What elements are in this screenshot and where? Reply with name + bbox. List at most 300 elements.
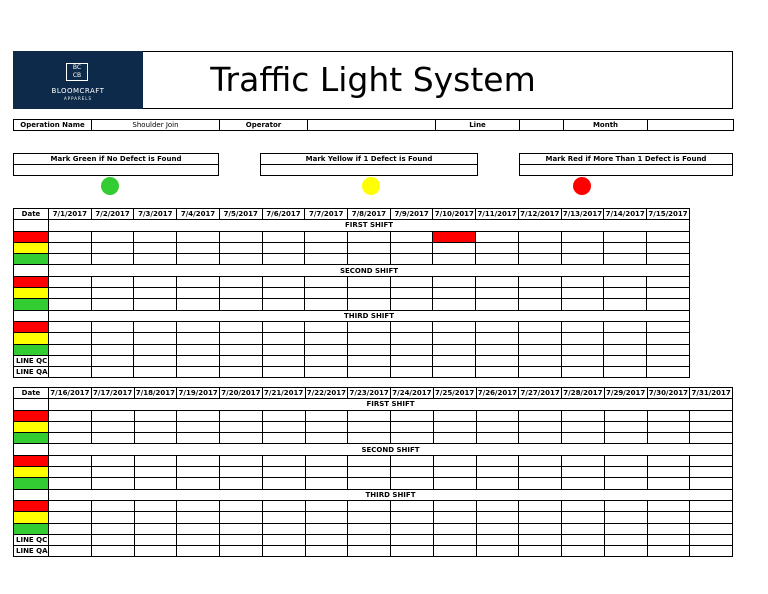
status-cell[interactable] <box>305 242 348 253</box>
sign-off-cell[interactable] <box>49 355 92 366</box>
sign-off-cell[interactable] <box>519 546 562 557</box>
sign-off-cell[interactable] <box>220 534 263 545</box>
status-cell[interactable] <box>476 455 519 466</box>
status-cell[interactable] <box>433 478 476 489</box>
status-cell[interactable] <box>220 455 263 466</box>
status-cell[interactable] <box>348 433 391 444</box>
status-cell[interactable] <box>647 523 690 534</box>
status-cell[interactable] <box>518 242 561 253</box>
status-cell[interactable] <box>91 467 134 478</box>
status-cell[interactable] <box>647 344 690 355</box>
sign-off-cell[interactable] <box>49 534 92 545</box>
status-cell[interactable] <box>390 299 433 310</box>
sign-off-cell[interactable] <box>519 534 562 545</box>
status-cell[interactable] <box>518 344 561 355</box>
status-cell[interactable] <box>562 433 605 444</box>
status-cell[interactable] <box>518 231 561 242</box>
status-cell[interactable] <box>561 299 604 310</box>
status-cell[interactable] <box>562 478 605 489</box>
status-cell[interactable] <box>262 288 305 299</box>
status-cell[interactable] <box>134 321 177 332</box>
status-cell[interactable] <box>433 410 476 421</box>
sign-off-cell[interactable] <box>177 534 220 545</box>
status-cell[interactable] <box>219 242 262 253</box>
status-cell[interactable] <box>518 288 561 299</box>
status-cell[interactable] <box>647 433 690 444</box>
status-cell[interactable] <box>177 500 220 511</box>
status-cell[interactable] <box>177 333 220 344</box>
status-cell[interactable] <box>604 523 647 534</box>
status-cell[interactable] <box>433 512 476 523</box>
sign-off-cell[interactable] <box>390 355 433 366</box>
status-cell[interactable] <box>91 344 134 355</box>
status-cell[interactable] <box>433 288 476 299</box>
status-cell[interactable] <box>604 433 647 444</box>
status-cell[interactable] <box>220 500 263 511</box>
status-cell[interactable] <box>305 231 348 242</box>
sign-off-cell[interactable] <box>262 367 305 378</box>
status-cell[interactable] <box>177 467 220 478</box>
status-cell[interactable] <box>177 321 220 332</box>
status-cell[interactable] <box>219 276 262 287</box>
status-cell[interactable] <box>391 523 434 534</box>
status-cell[interactable] <box>519 410 562 421</box>
sign-off-cell[interactable] <box>177 355 220 366</box>
status-cell[interactable] <box>561 288 604 299</box>
status-cell[interactable] <box>604 500 647 511</box>
status-cell[interactable] <box>49 344 92 355</box>
status-cell[interactable] <box>305 455 348 466</box>
status-cell[interactable] <box>49 455 92 466</box>
status-cell[interactable] <box>647 478 690 489</box>
status-cell[interactable] <box>262 333 305 344</box>
status-cell[interactable] <box>604 254 647 265</box>
sign-off-cell[interactable] <box>518 355 561 366</box>
status-cell[interactable] <box>518 321 561 332</box>
status-cell[interactable] <box>604 242 647 253</box>
status-cell[interactable] <box>647 512 690 523</box>
status-cell[interactable] <box>562 512 605 523</box>
sign-off-cell[interactable] <box>134 367 177 378</box>
status-cell[interactable] <box>91 299 134 310</box>
status-cell[interactable] <box>134 421 177 432</box>
sign-off-cell[interactable] <box>476 355 519 366</box>
status-cell[interactable] <box>262 321 305 332</box>
status-cell[interactable] <box>134 242 177 253</box>
status-cell[interactable] <box>390 254 433 265</box>
status-cell[interactable] <box>91 321 134 332</box>
status-cell[interactable] <box>519 523 562 534</box>
status-cell[interactable] <box>433 344 476 355</box>
sign-off-cell[interactable] <box>177 546 220 557</box>
sign-off-cell[interactable] <box>348 367 391 378</box>
status-cell[interactable] <box>220 410 263 421</box>
status-cell[interactable] <box>647 410 690 421</box>
status-cell[interactable] <box>49 500 92 511</box>
sign-off-cell[interactable] <box>49 546 92 557</box>
status-cell[interactable] <box>91 512 134 523</box>
status-cell[interactable] <box>390 276 433 287</box>
status-cell[interactable] <box>476 478 519 489</box>
status-cell[interactable] <box>134 500 177 511</box>
status-cell[interactable] <box>690 455 733 466</box>
sign-off-cell[interactable] <box>49 367 92 378</box>
status-cell[interactable] <box>305 321 348 332</box>
status-cell[interactable] <box>177 344 220 355</box>
sign-off-cell[interactable] <box>262 546 305 557</box>
status-cell[interactable] <box>604 467 647 478</box>
status-cell[interactable] <box>647 421 690 432</box>
status-cell[interactable] <box>604 299 647 310</box>
status-cell[interactable] <box>390 321 433 332</box>
status-cell[interactable] <box>348 512 391 523</box>
sign-off-cell[interactable] <box>690 534 733 545</box>
status-cell[interactable] <box>433 500 476 511</box>
status-cell[interactable] <box>604 478 647 489</box>
status-cell[interactable] <box>91 276 134 287</box>
status-cell[interactable] <box>604 344 647 355</box>
sign-off-cell[interactable] <box>91 355 134 366</box>
status-cell[interactable] <box>390 288 433 299</box>
status-cell[interactable] <box>49 523 92 534</box>
status-cell[interactable] <box>348 242 391 253</box>
status-cell[interactable] <box>177 455 220 466</box>
status-cell[interactable] <box>561 333 604 344</box>
sign-off-cell[interactable] <box>604 367 647 378</box>
status-cell[interactable] <box>134 523 177 534</box>
status-cell[interactable] <box>391 500 434 511</box>
status-cell[interactable] <box>219 344 262 355</box>
sign-off-cell[interactable] <box>647 534 690 545</box>
status-cell[interactable] <box>219 299 262 310</box>
status-cell[interactable] <box>49 333 92 344</box>
status-cell[interactable] <box>690 433 733 444</box>
status-cell[interactable] <box>476 288 519 299</box>
status-cell[interactable] <box>519 467 562 478</box>
status-cell[interactable] <box>305 276 348 287</box>
status-cell[interactable] <box>262 242 305 253</box>
status-cell[interactable] <box>305 500 348 511</box>
status-cell[interactable] <box>49 288 92 299</box>
status-cell[interactable] <box>134 299 177 310</box>
status-cell[interactable] <box>647 231 690 242</box>
status-cell[interactable] <box>561 231 604 242</box>
sign-off-cell[interactable] <box>305 355 348 366</box>
status-cell[interactable] <box>220 523 263 534</box>
sign-off-cell[interactable] <box>305 534 348 545</box>
status-cell[interactable] <box>433 276 476 287</box>
status-cell[interactable] <box>390 333 433 344</box>
sign-off-cell[interactable] <box>262 534 305 545</box>
status-cell[interactable] <box>348 333 391 344</box>
status-cell[interactable] <box>562 410 605 421</box>
sign-off-cell[interactable] <box>348 355 391 366</box>
sign-off-cell[interactable] <box>177 367 220 378</box>
status-cell[interactable] <box>476 523 519 534</box>
sign-off-cell[interactable] <box>476 534 519 545</box>
month-field[interactable] <box>648 120 734 131</box>
status-cell[interactable] <box>647 467 690 478</box>
status-cell[interactable] <box>134 410 177 421</box>
status-cell[interactable] <box>177 523 220 534</box>
status-cell[interactable] <box>49 421 92 432</box>
status-cell[interactable] <box>390 344 433 355</box>
status-cell[interactable] <box>519 433 562 444</box>
status-cell[interactable] <box>91 410 134 421</box>
status-cell[interactable] <box>348 231 391 242</box>
status-cell[interactable] <box>262 512 305 523</box>
line-field[interactable] <box>520 120 564 131</box>
status-cell[interactable] <box>518 254 561 265</box>
status-cell[interactable] <box>49 478 92 489</box>
sign-off-cell[interactable] <box>604 355 647 366</box>
status-cell[interactable] <box>91 478 134 489</box>
status-cell[interactable] <box>177 231 220 242</box>
status-cell[interactable] <box>262 421 305 432</box>
status-cell[interactable] <box>348 421 391 432</box>
sign-off-cell[interactable] <box>91 546 134 557</box>
status-cell[interactable] <box>134 276 177 287</box>
status-cell[interactable] <box>562 467 605 478</box>
status-cell[interactable] <box>49 276 92 287</box>
status-cell[interactable] <box>305 512 348 523</box>
status-cell[interactable] <box>518 333 561 344</box>
status-cell[interactable] <box>561 242 604 253</box>
status-cell[interactable] <box>476 299 519 310</box>
sign-off-cell[interactable] <box>219 355 262 366</box>
status-cell[interactable] <box>91 421 134 432</box>
status-cell[interactable] <box>262 410 305 421</box>
sign-off-cell[interactable] <box>433 355 476 366</box>
sign-off-cell[interactable] <box>348 546 391 557</box>
status-cell[interactable] <box>262 299 305 310</box>
status-cell[interactable] <box>49 254 92 265</box>
status-cell[interactable] <box>262 254 305 265</box>
status-cell[interactable] <box>262 276 305 287</box>
status-cell[interactable] <box>262 500 305 511</box>
status-cell[interactable] <box>647 276 690 287</box>
status-cell[interactable] <box>604 333 647 344</box>
sign-off-cell[interactable] <box>476 546 519 557</box>
status-cell[interactable] <box>91 254 134 265</box>
status-cell[interactable] <box>219 333 262 344</box>
status-cell[interactable] <box>604 321 647 332</box>
status-cell[interactable] <box>49 512 92 523</box>
status-cell[interactable] <box>647 242 690 253</box>
status-cell[interactable] <box>262 467 305 478</box>
sign-off-cell[interactable] <box>391 546 434 557</box>
status-cell[interactable] <box>91 500 134 511</box>
status-cell[interactable] <box>134 512 177 523</box>
status-cell[interactable] <box>647 288 690 299</box>
status-cell[interactable] <box>305 433 348 444</box>
status-cell[interactable] <box>476 410 519 421</box>
sign-off-cell[interactable] <box>690 546 733 557</box>
status-cell[interactable] <box>91 455 134 466</box>
status-cell[interactable] <box>305 523 348 534</box>
operation-name-field[interactable]: Shoulder Join <box>92 120 220 131</box>
sign-off-cell[interactable] <box>604 546 647 557</box>
status-cell[interactable] <box>647 299 690 310</box>
status-cell[interactable] <box>518 276 561 287</box>
status-cell[interactable] <box>49 467 92 478</box>
status-cell[interactable] <box>561 254 604 265</box>
status-cell[interactable] <box>476 344 519 355</box>
status-cell[interactable] <box>348 344 391 355</box>
status-cell[interactable] <box>305 467 348 478</box>
sign-off-cell[interactable] <box>561 355 604 366</box>
status-cell[interactable] <box>690 523 733 534</box>
status-cell[interactable] <box>262 455 305 466</box>
status-cell[interactable] <box>348 410 391 421</box>
status-cell[interactable] <box>348 254 391 265</box>
status-cell[interactable] <box>177 433 220 444</box>
status-cell[interactable] <box>305 254 348 265</box>
status-cell[interactable] <box>220 467 263 478</box>
status-cell[interactable] <box>348 478 391 489</box>
sign-off-cell[interactable] <box>220 546 263 557</box>
status-cell[interactable] <box>262 231 305 242</box>
status-cell[interactable] <box>91 288 134 299</box>
status-cell[interactable] <box>690 410 733 421</box>
status-cell[interactable] <box>433 321 476 332</box>
status-cell[interactable] <box>562 455 605 466</box>
status-cell[interactable] <box>348 455 391 466</box>
status-cell[interactable] <box>391 421 434 432</box>
status-cell[interactable] <box>134 254 177 265</box>
sign-off-cell[interactable] <box>518 367 561 378</box>
status-cell[interactable] <box>690 467 733 478</box>
status-cell[interactable] <box>348 500 391 511</box>
status-cell[interactable] <box>305 421 348 432</box>
status-cell[interactable] <box>433 467 476 478</box>
status-cell[interactable] <box>134 467 177 478</box>
status-cell[interactable] <box>391 433 434 444</box>
status-cell[interactable] <box>219 231 262 242</box>
status-cell[interactable] <box>177 276 220 287</box>
status-cell[interactable] <box>433 455 476 466</box>
status-cell[interactable] <box>220 421 263 432</box>
status-cell[interactable] <box>433 254 476 265</box>
status-cell[interactable] <box>177 299 220 310</box>
status-cell[interactable] <box>518 299 561 310</box>
sign-off-cell[interactable] <box>305 367 348 378</box>
status-cell[interactable] <box>476 242 519 253</box>
status-cell[interactable] <box>391 467 434 478</box>
status-cell[interactable] <box>348 299 391 310</box>
sign-off-cell[interactable] <box>433 546 476 557</box>
sign-off-cell[interactable] <box>134 546 177 557</box>
sign-off-cell[interactable] <box>433 534 476 545</box>
status-cell[interactable] <box>305 410 348 421</box>
status-cell[interactable] <box>262 344 305 355</box>
status-cell[interactable] <box>348 288 391 299</box>
status-cell[interactable] <box>647 254 690 265</box>
status-cell[interactable] <box>91 242 134 253</box>
status-cell[interactable] <box>476 321 519 332</box>
status-cell[interactable] <box>91 231 134 242</box>
sign-off-cell[interactable] <box>91 534 134 545</box>
status-cell[interactable] <box>604 455 647 466</box>
status-cell[interactable] <box>647 500 690 511</box>
sign-off-cell[interactable] <box>262 355 305 366</box>
status-cell[interactable] <box>562 523 605 534</box>
sign-off-cell[interactable] <box>134 534 177 545</box>
sign-off-cell[interactable] <box>561 367 604 378</box>
status-cell[interactable] <box>220 433 263 444</box>
status-cell[interactable] <box>134 288 177 299</box>
status-cell[interactable] <box>391 512 434 523</box>
status-cell[interactable] <box>519 455 562 466</box>
status-cell[interactable] <box>49 242 92 253</box>
status-cell[interactable] <box>647 333 690 344</box>
status-cell[interactable] <box>91 433 134 444</box>
sign-off-cell[interactable] <box>562 546 605 557</box>
status-cell[interactable] <box>433 333 476 344</box>
sign-off-cell[interactable] <box>604 534 647 545</box>
status-cell[interactable] <box>219 321 262 332</box>
status-cell[interactable] <box>391 410 434 421</box>
status-cell[interactable] <box>476 512 519 523</box>
status-cell[interactable] <box>519 512 562 523</box>
sign-off-cell[interactable] <box>305 546 348 557</box>
status-cell[interactable] <box>305 288 348 299</box>
status-cell[interactable] <box>390 231 433 242</box>
status-cell[interactable] <box>690 478 733 489</box>
status-cell[interactable] <box>561 344 604 355</box>
status-cell[interactable] <box>219 288 262 299</box>
sign-off-cell[interactable] <box>91 367 134 378</box>
status-cell[interactable] <box>305 478 348 489</box>
status-cell[interactable] <box>604 231 647 242</box>
status-cell[interactable] <box>433 242 476 253</box>
sign-off-cell[interactable] <box>647 355 690 366</box>
status-cell[interactable] <box>49 231 92 242</box>
status-cell[interactable] <box>604 421 647 432</box>
sign-off-cell[interactable] <box>476 367 519 378</box>
status-cell[interactable] <box>562 421 605 432</box>
status-cell[interactable] <box>91 523 134 534</box>
status-cell[interactable] <box>690 512 733 523</box>
status-cell[interactable] <box>134 231 177 242</box>
status-cell[interactable] <box>348 276 391 287</box>
status-cell[interactable] <box>305 299 348 310</box>
status-cell[interactable] <box>348 523 391 534</box>
status-cell[interactable] <box>647 455 690 466</box>
status-cell[interactable] <box>91 333 134 344</box>
sign-off-cell[interactable] <box>433 367 476 378</box>
status-cell[interactable] <box>519 500 562 511</box>
status-cell[interactable] <box>134 478 177 489</box>
status-cell[interactable] <box>220 512 263 523</box>
status-cell[interactable] <box>305 344 348 355</box>
status-cell[interactable] <box>262 478 305 489</box>
status-cell[interactable] <box>219 254 262 265</box>
sign-off-cell[interactable] <box>134 355 177 366</box>
status-cell[interactable] <box>561 321 604 332</box>
sign-off-cell[interactable] <box>219 367 262 378</box>
status-cell[interactable] <box>519 421 562 432</box>
status-cell[interactable] <box>177 478 220 489</box>
status-cell[interactable] <box>348 467 391 478</box>
status-cell[interactable] <box>348 321 391 332</box>
status-cell[interactable] <box>690 421 733 432</box>
status-cell[interactable] <box>177 512 220 523</box>
status-cell[interactable] <box>604 276 647 287</box>
status-cell[interactable] <box>476 467 519 478</box>
status-cell[interactable] <box>519 478 562 489</box>
status-cell[interactable] <box>562 500 605 511</box>
